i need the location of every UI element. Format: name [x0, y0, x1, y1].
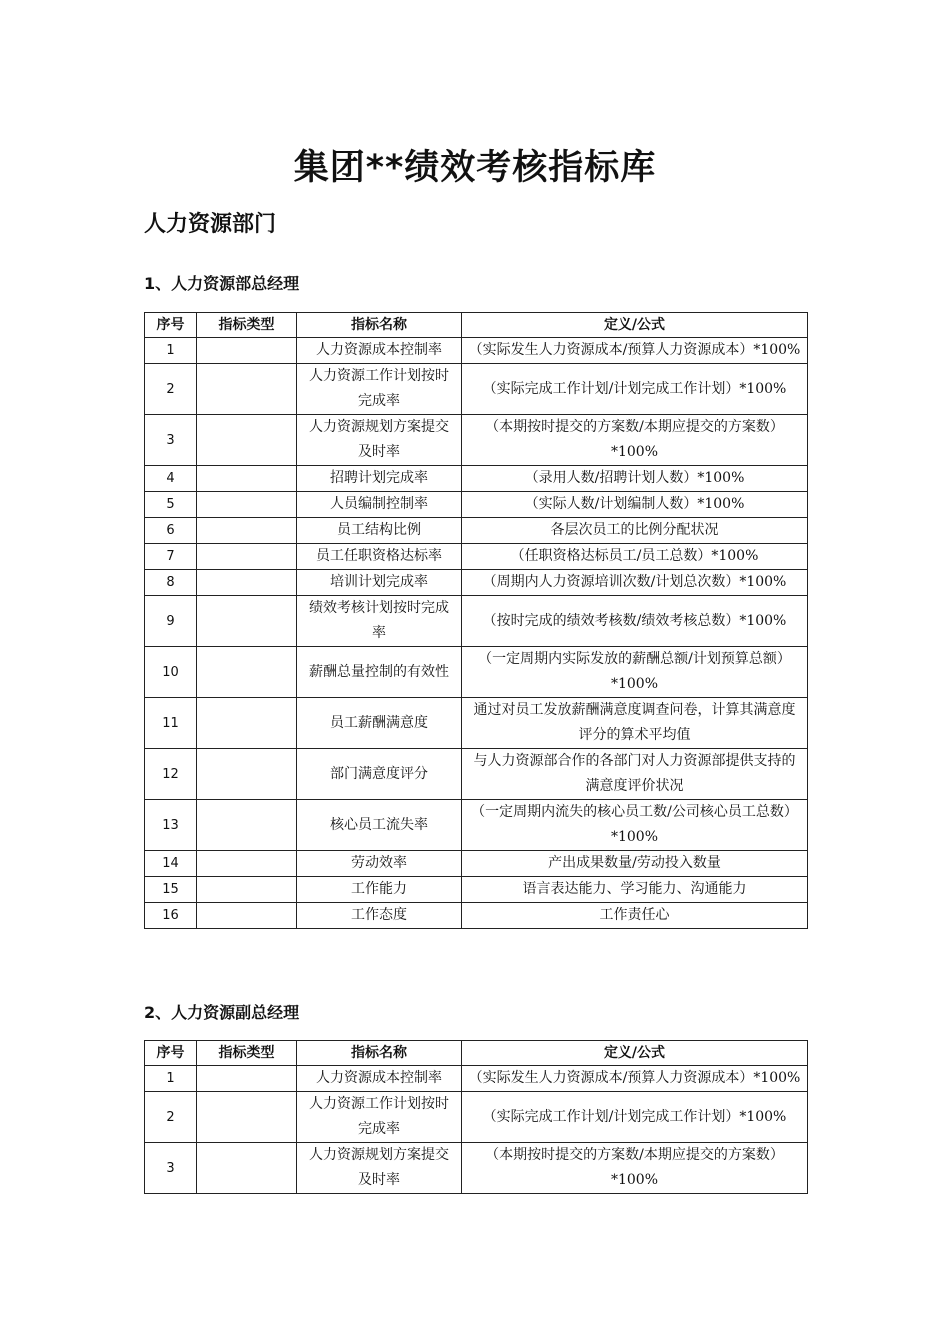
cell-type	[197, 851, 297, 877]
cell-name: 部门满意度评分	[297, 749, 462, 800]
cell-no: 1	[145, 1066, 197, 1092]
table-row	[145, 364, 808, 415]
cell-name: 人力资源规划方案提交及时率	[297, 415, 462, 466]
cell-no: 5	[145, 492, 197, 518]
cell-no: 12	[145, 749, 197, 800]
table-row	[145, 800, 808, 851]
cell-name: 培训计划完成率	[297, 570, 462, 596]
cell-name: 工作能力	[297, 877, 462, 903]
cell-name: 人力资源工作计划按时完成率	[297, 1092, 462, 1143]
cell-type	[197, 1092, 297, 1143]
cell-name: 招聘计划完成率	[297, 466, 462, 492]
cell-type	[197, 877, 297, 903]
section-title: 2、人力资源副总经理	[144, 1003, 300, 1022]
table-row	[145, 596, 808, 647]
cell-no: 11	[145, 698, 197, 749]
cell-type	[197, 415, 297, 466]
cell-name: 绩效考核计划按时完成率	[297, 596, 462, 647]
cell-no: 10	[145, 647, 197, 698]
cell-no: 7	[145, 544, 197, 570]
header-definition: 定义/公式	[462, 313, 808, 338]
cell-definition: （本期按时提交的方案数/本期应提交的方案数）*100%	[462, 415, 808, 466]
header-no: 序号	[145, 1041, 197, 1066]
department-heading: 人力资源部门	[144, 212, 277, 237]
cell-name: 核心员工流失率	[297, 800, 462, 851]
table-row	[145, 466, 808, 492]
table-row	[145, 338, 808, 364]
table-row	[145, 415, 808, 466]
cell-definition: （实际发生人力资源成本/预算人力资源成本）*100%	[462, 338, 808, 364]
cell-type	[197, 647, 297, 698]
header-definition: 定义/公式	[462, 1041, 808, 1066]
header-no: 序号	[145, 313, 197, 338]
cell-no: 2	[145, 1092, 197, 1143]
header-type: 指标类型	[197, 1041, 297, 1066]
table-row	[145, 647, 808, 698]
cell-name: 员工薪酬满意度	[297, 698, 462, 749]
cell-definition: （一定周期内流失的核心员工数/公司核心员工总数）*100%	[462, 800, 808, 851]
cell-definition: （周期内人力资源培训次数/计划总次数）*100%	[462, 570, 808, 596]
kpi-table	[144, 312, 808, 929]
section-title: 1、人力资源部总经理	[144, 274, 300, 293]
table-row	[145, 698, 808, 749]
cell-name: 人员编制控制率	[297, 492, 462, 518]
cell-name: 人力资源规划方案提交及时率	[297, 1143, 462, 1194]
cell-type	[197, 518, 297, 544]
cell-definition: （录用人数/招聘计划人数）*100%	[462, 466, 808, 492]
table-row	[145, 492, 808, 518]
cell-type	[197, 364, 297, 415]
table-header-row	[145, 1041, 808, 1066]
cell-type	[197, 466, 297, 492]
cell-no: 15	[145, 877, 197, 903]
cell-definition: （一定周期内实际发放的薪酬总额/计划预算总额）*100%	[462, 647, 808, 698]
cell-definition: （本期按时提交的方案数/本期应提交的方案数）*100%	[462, 1143, 808, 1194]
cell-no: 3	[145, 1143, 197, 1194]
table-row	[145, 851, 808, 877]
cell-type	[197, 749, 297, 800]
cell-type	[197, 338, 297, 364]
document-title: 集团**绩效考核指标库	[293, 148, 657, 188]
cell-definition: （实际发生人力资源成本/预算人力资源成本）*100%	[462, 1066, 808, 1092]
table-row	[145, 749, 808, 800]
cell-no: 4	[145, 466, 197, 492]
table-row	[145, 903, 808, 929]
cell-no: 1	[145, 338, 197, 364]
header-type: 指标类型	[197, 313, 297, 338]
cell-type	[197, 800, 297, 851]
cell-name: 薪酬总量控制的有效性	[297, 647, 462, 698]
cell-name: 员工任职资格达标率	[297, 544, 462, 570]
table-row	[145, 518, 808, 544]
cell-name: 工作态度	[297, 903, 462, 929]
cell-definition: 各层次员工的比例分配状况	[462, 518, 808, 544]
table-row	[145, 570, 808, 596]
kpi-table	[144, 1040, 808, 1194]
table-header-row	[145, 313, 808, 338]
cell-type	[197, 698, 297, 749]
cell-definition: 语言表达能力、学习能力、沟通能力	[462, 877, 808, 903]
cell-no: 2	[145, 364, 197, 415]
cell-no: 16	[145, 903, 197, 929]
cell-type	[197, 544, 297, 570]
cell-no: 6	[145, 518, 197, 544]
cell-type	[197, 492, 297, 518]
cell-definition: （实际完成工作计划/计划完成工作计划）*100%	[462, 364, 808, 415]
cell-definition: 工作责任心	[462, 903, 808, 929]
cell-definition: （按时完成的绩效考核数/绩效考核总数）*100%	[462, 596, 808, 647]
cell-definition: 产出成果数量/劳动投入数量	[462, 851, 808, 877]
cell-no: 9	[145, 596, 197, 647]
table-row	[145, 1066, 808, 1092]
cell-type	[197, 570, 297, 596]
cell-no: 3	[145, 415, 197, 466]
cell-definition: （实际完成工作计划/计划完成工作计划）*100%	[462, 1092, 808, 1143]
header-name: 指标名称	[297, 1041, 462, 1066]
header-name: 指标名称	[297, 313, 462, 338]
cell-no: 8	[145, 570, 197, 596]
table-row	[145, 544, 808, 570]
cell-definition: （实际人数/计划编制人数）*100%	[462, 492, 808, 518]
cell-definition: （任职资格达标员工/员工总数）*100%	[462, 544, 808, 570]
cell-type	[197, 1066, 297, 1092]
cell-no: 14	[145, 851, 197, 877]
cell-type	[197, 1143, 297, 1194]
cell-definition: 与人力资源部合作的各部门对人力资源部提供支持的满意度评价状况	[462, 749, 808, 800]
cell-name: 人力资源成本控制率	[297, 1066, 462, 1092]
cell-type	[197, 596, 297, 647]
table-row	[145, 1092, 808, 1143]
cell-name: 人力资源工作计划按时完成率	[297, 364, 462, 415]
cell-no: 13	[145, 800, 197, 851]
cell-name: 员工结构比例	[297, 518, 462, 544]
cell-name: 人力资源成本控制率	[297, 338, 462, 364]
cell-definition: 通过对员工发放薪酬满意度调查问卷，计算其满意度评分的算术平均值	[462, 698, 808, 749]
table-row	[145, 877, 808, 903]
cell-name: 劳动效率	[297, 851, 462, 877]
table-row	[145, 1143, 808, 1194]
cell-type	[197, 903, 297, 929]
